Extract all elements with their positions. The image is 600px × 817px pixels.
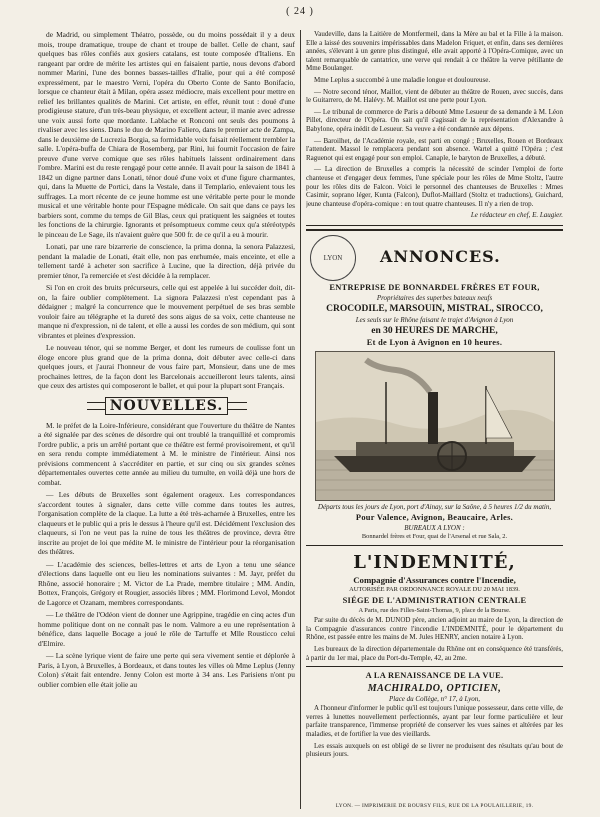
news-paragraph: — La scène lyrique vient de faire une perte qui sera vivement sentie et déplorée à Paris, à Lyon, à Bruxelles, à Bordeaux, et dans toutes les villes où Mme Leplus (Jenny Colon) s'était fait entendre. Jenny Colon est morte à 34 ans. Les Parisiens n'ont pu oublier combien elle était jolie au [38,651,295,689]
ad-duration: en 30 HEURES DE MARCHE, [371,326,498,337]
article-paragraph: de Madrid, ou simplement Théatro, possède, ou du moins possédait il y a deux mois, troupe dramatique, troupe de chant et troupe de ballet. Celle de chant, sauf quelques bas rôles confiés aux gosiers catalans, est toute composée d'Italiens. En rangeant par ordre de mérite les artistes qui en faisaient partie, nous devons d'abord nommer Marini, l'une des bonnes basses-tailles d'Italie, pour qui a été composé expressément, par le maestro Verni, l'opéra du Oberto Conte de Santo Bonifacio, lorsque ce chanteur était à Milan, opéra assez médiocre, mais excellent pour mettre en relief les brillantes qualités de Marini. Cet artiste, en effet, réunit tout : doué d'une prodigieuse stature, d'un très-beau physique, et excellent acteur, il manie avec adresse une voix aussi forte que mordante. Lablache et Ronconi ont seuls des poumons à rivaliser avec les siens. Dans le duo de Marino Faliero, dans le premier acte de Zampa, dans le deuxième de Lucrezia Borgia, sa formidable voix faisait réellement trembler la salle. L'opéra-buffa de Chiara de Rosemberg, par Rini, lui fournit l'occasion de faire preuve d'une verve comique que ses rôles habituels laissent ordinairement dans l'ombre. Marini est du reste rengagé pour cette année. Il avait pour la saison de 1841 à 1842 un digne partner dans Lonati, ténor doué d'une voix et d'une figure charmantes, qui, dans la Muette de Portici, dans la Vestale, dans il Templario, enlevaient tous les suffrages. La mort récente de ce jeune homme est une véritable perte pour le monde musical et une véritable honte pour l'Espagne médicale. On sait que dans ce pays les barbiers sont, comme du temps de Gil Blas, ceux qui pratiquent les saignées et toutes les fonctions de la chirurgie. Ignorants et présomptueux comme ceux qu'a stéréotypés le pinceau de Le Sage, ils n'avaient guère que 500 fr. de ce qu'il a eu à mourir. [38,30,295,239]
section-rule [306,225,563,231]
insurance-advertisement [306,550,563,662]
ad-headline: ENTREPRISE DE BONNARDEL FRÈRES ET FOUR, [329,283,540,293]
authorization: AUTORISÉE PAR ORDONNANCE ROYALE DU 20 MAI 1839. [349,586,520,594]
boat-names: CROCODILE, MARSOUIN, MISTRAL, SIROCCO, [326,304,543,315]
article-paragraph: — Le tribunal de commerce de Paris a débouté Mme Lesueur de sa demande à M. Léon Pillet, directeur de l'Opéra. On sait qu'il s'agissait de la représentation d'Alexandre à Babylone, opéra inédit de Lesueur. Sa veuve a été condamnée aux dépens. [306,107,563,133]
postal-stamp [310,235,356,281]
annonces-header [306,235,563,281]
article-paragraph: Vaudeville, dans la Laitière de Montfermeil, dans la Mère au bal et la Fille à la maison. Elle a laissé des souvenirs impérissables dans Madelon Friquet, et enfin, dans ses dernières années, s'élevant à un genre plus distingué, elle avait apporté à l'Opéra-Comique, avec un talent remarquable de cantatrice, une verve qui rendait à ce théâtre la verve pétillante de Mme Boulanger. [306,30,563,73]
indemnite-banner [306,550,563,574]
column-divider [300,30,301,809]
optician-name: MACHIRALDO, OPTICIEN, [367,683,502,695]
left-column [38,30,295,809]
optician-text: Les essais auxquels on est obligé de se livrer ne produisent des résultats qu'au bout de plusieurs jours. [306,741,563,759]
indemnite-title: L'INDEMNITÉ, [353,551,516,573]
annonces-title: ANNONCES. [380,247,501,267]
article-paragraph: Lonati, par une rare bizarrerie de conscience, la prima donna, la senora Palazzesi, pendant la maladie de Lonati, était elle, non pas enrhumée, mais enceinte, et elle a tellement tardé à acheter son sacrifice à Lucine, que la direction, déjà privée du premier ténor, l'a remerciée et s'est décidée à la remplacer. [38,242,295,280]
article-paragraph: Si l'on en croit des bruits précurseurs, celle qui est appelée à lui succéder doit, dit-on, la faire oublier complètement. La signora Palazzesi n'est cependant pas à dédaigner ; malgré la concurrence que le mouvement perpétuel de ses bras semble vouloir faire au télégraphe et la dureté des sons aigus de sa voix, cette chanteuse ne manque ni d'expression, ni de talent, et elle a aussi les cordes de son médium, qui sont vibrantes et pleines d'expression. [38,283,295,340]
optician-advertisement [306,671,563,759]
article-paragraph: — Baroilhet, de l'Académie royale, est parti en congé ; Bruxelles, Rouen et Bordeaux l'attendent. Massol le remplacera pendant son absence. Wartel a quitté l'Opéra ; c'est Raguenot qui est engagé pour son emploi. Canaple, le baryton de Bruxelles, a débuté. [306,136,563,162]
printer-imprint: LYON. — IMPRIMERIE DE BOURSY FILS, RUE DE LA POULAILLERIE, 19. [335,803,534,809]
ad-return: Et de Lyon à Avignon en 10 heures. [366,338,503,348]
ornament-rule [87,402,106,410]
article-paragraph: Le nouveau ténor, qui se nomme Berger, et dont les rumeurs de coulisse font un éloge encore plus grand que de la prima donna, doit débuter avec celle-ci dans quelques jours, et j'aurai l'honneur de vous faire part, Monsieur, dans une de mes prochaines lettres, de la façon dont les Barcelonais accueilleront leurs talents, ainsi que ceux des artistes qui composeront le ballet, et qui pour la plupart sont Français. [38,343,295,390]
optician-address: Place du Collège, n° 17, à Lyon, [388,695,481,704]
steamboat-drawing [316,352,554,500]
ad-service: Les seuls sur le Rhône faisant le trajet d'Avignon à Lyon [355,316,514,325]
insurance-text: Par suite du décès de M. DUNOD père, ancien adjoint au maire de Lyon, la direction de la Compagnie d'assurances contre l'incendie L'INDEMNITÉ, pour le département du Rhône, est passée entre les mains de M. Jules HENRY, ancien notaire à Lyon. [306,616,563,642]
page-number: ( 24 ) [286,6,314,17]
office-address: Bonnardel frères et Four, quai de l'Arsenal et rue Sala, 2. [361,533,508,541]
destinations: Pour Valence, Avignon, Beaucaire, Arles. [355,513,514,523]
company-name: Compagnie d'Assurances contre l'Incendie, [353,575,516,586]
ad-subline: Propriétaires des superbes bateaux neufs [376,294,493,303]
section-title: NOUVELLES. [106,398,228,414]
article-paragraph: — Notre second ténor, Maillot, vient de débuter au théâtre de Rouen, avec succès, dans le Guitarrero, de M. Halévy. M. Maillot est une perte pour Lyon. [306,87,563,105]
steamboat-illustration [315,351,555,501]
renaissance-heading: A LA RENAISSANCE DE LA VUE. [365,671,504,681]
steamboat-advertisement [306,283,563,541]
stamp-text: LYON [323,254,343,263]
article-paragraph: — La direction de Bruxelles a compris la nécessité de scinder l'emploi de forte chanteuse et d'engager deux femmes, l'une spéciale pour les rôles de Mme Stoltz, l'autre pour les rôles dits de Falcon. Voici le personnel des chanteuses de Bruxelles : Mmes Casimir, soprano léger, Kunta (Falcon), Duflot-Maillard (Stoltz et traductions), Guichard, jeune chanteuse d'opéra-comique : en tout quatre chanteuses. Il n'y a rien de trop. [306,165,563,208]
news-paragraph: M. le préfet de la Loire-Inférieure, considérant que l'ouverture du théâtre de Nantes a été signalée par des scènes de désordre qui ont troublé la tranquillité et compromis l'ordre public, a pris un arrêté portant que ce théâtre est fermé provisoirement, et qu'il en sera rendu compte immédiatement à M. le ministre de l'intérieur. Ainsi nos prévisions commencent à s'accréditer en partie, et sur cinq ou six grandes scènes départementales ouvertes cette année au milieu du tumulte, en voilà déjà une hors de combat. [38,420,295,487]
editor-signature: Le rédacteur en chef, E. Laugier. [470,211,563,220]
ad-divider [306,666,563,667]
paris-address: A Paris, rue des Filles-Saint-Thomas, 9, place de la Bourse. [358,607,511,615]
article-paragraph: Mme Leplus a succombé à une maladie longue et douloureuse. [314,75,491,84]
headquarters-label: SIÉGE DE L'ADMINISTRATION CENTRALE [342,596,527,606]
news-paragraph: — L'académie des sciences, belles-lettres et arts de Lyon a tenu une séance d'élections dans laquelle ont eu lieu les nominations suivantes : M. Jayr, préfet du Rhône, associé honoraire ; M. Victor de La Prade, membre titulaire ; MM. Andin, Bottex, François, Grégory et Rougier, associés libres ; MM. Florimond Levol, Mondot de Lagorce et Ozanam, membres correspondants. [38,559,295,607]
optician-text: A l'honneur d'informer le public qu'il est toujours l'unique possesseur, dans cette ville, de verres à lunettes nouvellement perfectionnés, ayant par leur forme particulière et leur parfaite transparence, l'immense propriété de conserver les vues saines et altérées par les maladies, et de fortifier la vue des vieillards. [306,704,563,739]
ornament-rule [227,402,246,410]
news-paragraph: — Le théâtre de l'Odéon vient de donner une Agrippine, tragédie en cinq actes d'un homme politique dont on ne connaît pas le nom. Valmore a eu une représentation à bénéfice, dans laquelle Bocage a joué le rôle de Tartuffe et Mlle Rousticco celui d'Elmire. [38,610,295,648]
insurance-text: Les bureaux de la direction départementale du Rhône ont en conséquence été transférés, à partir du 1er mai, place du Port-du-Temple, 42, au 2me. [306,645,563,662]
section-header-nouvelles [87,397,247,415]
news-paragraph: — Les débuts de Bruxelles sont également orageux. Les correspondances s'accordent toutes à signaler, dans cette ville comme dans toutes les autres, l'organisation complète de la claque. La lutte a été très-acharnée à Bruxelles, entre les claqueurs et le public qui a pris le dessus à l'heure qu'il est. Décidément l'exclusion des claqueurs, si l'on ne veut pas la ruine de tous les théâtres de province, devra être inscrite au projet de loi que médite M. le ministre de l'intérieur pour la réorganisation des théâtres. [38,490,295,556]
right-column [306,30,563,809]
departure-info: Départs tous les jours de Lyon, port d'Ainay, sur la Saône, à 5 heures 1/2 du matin, [317,503,552,512]
ad-divider [306,545,563,546]
bureaux-label: BUREAUX A LYON : [404,524,465,533]
